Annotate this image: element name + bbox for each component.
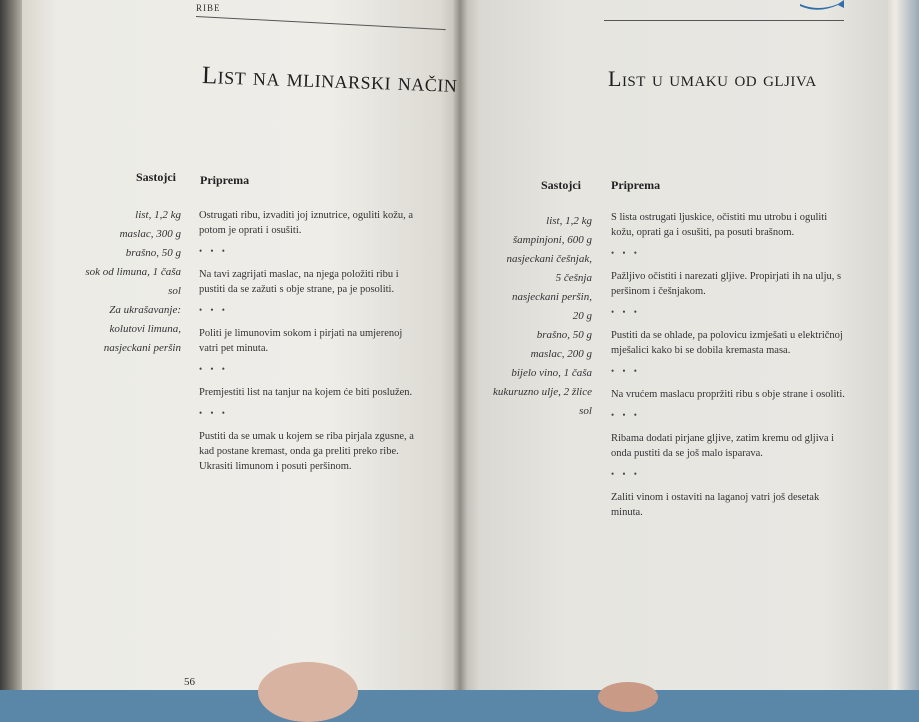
ingredient-line: bijelo vino, 1 čaša xyxy=(511,367,592,379)
step-separator: • • • xyxy=(611,307,640,317)
preparation-step: Ribama dodati pirjane gljive, zatim kremu od gljiva i onda pustiti da se još malo isparava. xyxy=(611,433,835,459)
ingredient-line: nasjeckani peršin, xyxy=(511,291,592,303)
preparation-step: Politi je limunovim sokom i pirjati na umjerenoj vatri pet minuta. xyxy=(199,328,403,354)
ingredient-line: sol xyxy=(168,285,181,297)
step-separator: • • • xyxy=(199,408,228,418)
right-recipe-title: List u umaku od gljiva xyxy=(608,66,817,91)
ingredient-line: sol xyxy=(579,405,592,417)
ingredient-line: list, 1,2 kg xyxy=(546,215,592,227)
fish-icon xyxy=(798,0,846,10)
preparation-step: Zaliti vinom i ostaviti na laganoj vatri još desetak minuta. xyxy=(611,492,820,518)
preparation-step: Pustiti da se umak u kojem se riba pirjala zgusne, a kad postane kremast, onda ga preliti preko ribe. Ukrasiti limunom i posuti peršinom. xyxy=(199,431,414,472)
ingredient-line: 5 češnja xyxy=(555,272,592,284)
finger xyxy=(598,682,658,712)
step-separator: • • • xyxy=(611,248,640,258)
ingredient-line: 20 g xyxy=(572,310,592,322)
right-ingredients-list xyxy=(493,212,592,421)
thumb xyxy=(258,662,358,722)
left-preparation-header: Priprema xyxy=(200,173,250,187)
step-separator: • • • xyxy=(199,364,228,374)
ingredient-line: šampinjoni, 600 g xyxy=(512,234,592,246)
preparation-step: Na vrućem maslacu propržiti ribu s obje strane i osoliti. xyxy=(611,389,845,400)
right-preparation-header: Priprema xyxy=(611,178,661,192)
left-recipe-title: List na mlinarski način xyxy=(201,62,458,98)
step-separator: • • • xyxy=(611,366,640,376)
ingredient-line: sok od limuna, 1 čaša xyxy=(85,266,181,278)
preparation-step: Ostrugati ribu, izvaditi joj iznutrice, oguliti kožu, a potom je oprati i osušiti. xyxy=(199,210,414,236)
preparation-step: Pustiti da se ohlade, pa polovicu izmješati u električnoj mješalici kako bi se dobila kremasta masa. xyxy=(611,330,843,356)
ingredient-line: Za ukrašavanje: xyxy=(109,304,181,316)
ingredient-line: nasjeckani peršin xyxy=(103,342,181,354)
ingredient-line: kukuruzno ulje, 2 žlice xyxy=(493,386,592,398)
step-separator: • • • xyxy=(199,246,228,256)
step-separator: • • • xyxy=(611,469,640,479)
step-separator: • • • xyxy=(611,410,640,420)
right-steps-list xyxy=(611,210,846,520)
ingredient-line: brašno, 50 g xyxy=(536,329,592,341)
page-number: 56 xyxy=(184,676,195,688)
left-steps-list xyxy=(199,208,421,474)
right-ingredients-header: Sastojci xyxy=(541,178,581,192)
step-separator: • • • xyxy=(199,305,228,315)
preparation-step: Pažljivo očistiti i narezati gljive. Propirjati ih na ulju, s peršinom i češnjakom. xyxy=(611,271,842,297)
ingredient-line: kolutovi limuna, xyxy=(109,323,181,335)
preparation-step: Na tavi zagrijati maslac, na njega položiti ribu i pustiti da se zažuti s obje strane, pa je posoliti. xyxy=(199,269,399,295)
header-rule-right xyxy=(604,20,844,21)
preparation-step: S lista ostrugati ljuskice, očistiti mu utrobu i oguliti kožu, oprati ga i osušiti, pa posuti brašnom. xyxy=(611,212,828,238)
ingredient-line: maslac, 200 g xyxy=(530,348,592,360)
preparation-step: Premjestiti list na tanjur na kojem će biti poslužen. xyxy=(199,387,413,398)
ingredient-line: nasjeckani češnjak, xyxy=(506,253,592,265)
ingredient-line: maslac, 300 g xyxy=(119,228,181,240)
left-ingredients-list xyxy=(85,206,181,358)
ingredient-line: list, 1,2 kg xyxy=(135,209,181,221)
running-head: RIBE xyxy=(196,3,221,13)
book-gutter xyxy=(452,0,468,690)
ingredient-line: brašno, 50 g xyxy=(125,247,181,259)
left-ingredients-header: Sastojci xyxy=(136,170,176,184)
